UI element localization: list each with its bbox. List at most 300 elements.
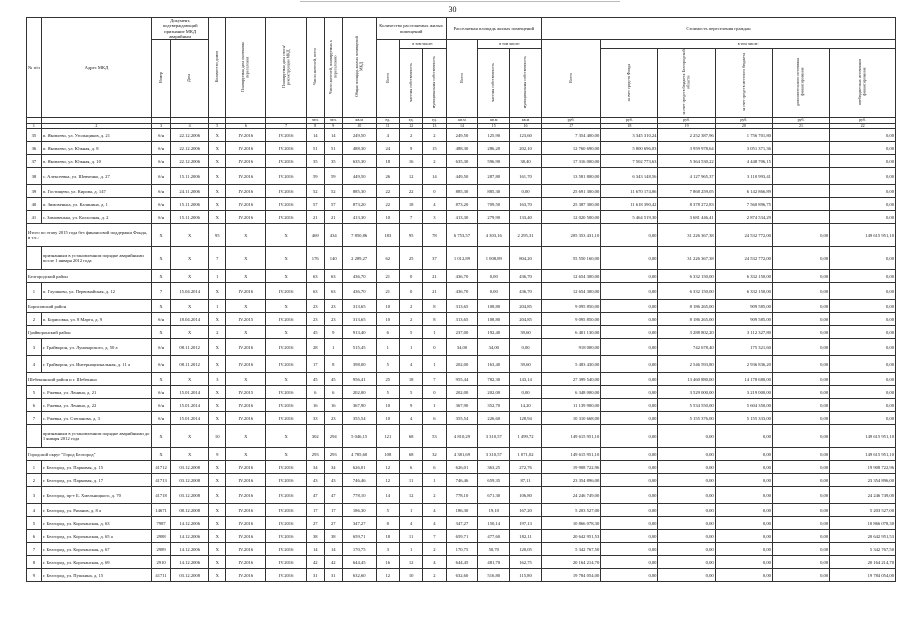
table-cell: 436,70 — [342, 270, 376, 283]
table-cell: 52 — [306, 185, 324, 198]
table-section-row — [27, 326, 896, 339]
table-section-row — [27, 270, 896, 283]
table-cell: 35 — [324, 155, 342, 168]
table-cell: 11 — [399, 474, 422, 487]
table-cell: IV.2016 — [226, 569, 266, 582]
table-cell: 469 — [306, 224, 324, 247]
table-cell: Х — [209, 504, 226, 517]
table-cell: 0,00 — [772, 474, 829, 487]
table-cell: 170,75 — [342, 543, 376, 556]
table-row — [27, 517, 896, 530]
table-cell: 1 — [209, 300, 226, 313]
table-cell: Х — [209, 543, 226, 556]
table-cell: 33 — [306, 412, 324, 425]
table-cell: 204,85 — [510, 300, 542, 313]
table-cell: 57 — [306, 198, 324, 211]
table-cell: 7 — [27, 412, 42, 425]
table-cell: Х — [209, 569, 226, 582]
table-cell: 7 — [152, 283, 171, 300]
table-cell: 3 — [423, 211, 446, 224]
table-cell: 3 112 327,80 — [715, 326, 772, 339]
table-row — [27, 569, 896, 582]
col-rooms-private: частная собственность — [399, 49, 422, 118]
table-cell: Х — [226, 448, 266, 461]
col-num: № п/п — [27, 18, 42, 118]
table-cell: 22.12.2006 — [171, 142, 209, 155]
col-planned-demolition: Планируемая дата сноса/ реконструкции МКД — [266, 18, 306, 118]
table-cell: б/н — [152, 386, 171, 399]
table-cell: Х — [266, 224, 306, 247]
table-cell: 11 139 900,00 — [541, 399, 600, 412]
row-label: с. Ржевка, ул. Ленина, д. 22 — [41, 399, 151, 412]
table-cell: 0,00 — [772, 504, 829, 517]
table-row — [27, 129, 896, 142]
table-cell: IV.2016 — [266, 474, 306, 487]
table-cell: 47 — [324, 487, 342, 504]
table-cell: IV.2015 — [226, 313, 266, 326]
table-cell: 9 — [399, 399, 422, 412]
units-row-cell: руб. — [541, 118, 600, 124]
units-row-cell: руб. — [601, 118, 658, 124]
table-cell: 1 — [27, 461, 42, 474]
table-cell: 143,14 — [510, 373, 542, 386]
table-cell: Х — [226, 425, 266, 448]
table-cell: 363,25 — [478, 461, 510, 474]
table-cell: 149 615 951,10 — [830, 224, 896, 247]
table-cell: 5 364 530,22 — [658, 155, 715, 168]
table-cell: 5 203 527,00 — [541, 504, 600, 517]
table-cell: Х — [209, 556, 226, 569]
table-cell: Х — [152, 326, 171, 339]
table-cell: 5 534 550,00 — [658, 399, 715, 412]
table-cell: IV.2016 — [226, 517, 266, 530]
table-cell: IV.2016 — [266, 356, 306, 373]
table-cell: 0,00 — [715, 517, 772, 530]
table-cell: б/н — [152, 155, 171, 168]
row-label: г. Белгород, ул. Корочанская, д. 65 а — [41, 530, 151, 543]
table-row — [27, 247, 896, 270]
table-cell: 03.12.2008 — [171, 474, 209, 487]
table-cell: 14 — [376, 487, 399, 504]
table-cell: 35 — [27, 129, 42, 142]
column-index-row-cell: 11 — [376, 123, 399, 129]
table-cell: Х — [209, 129, 226, 142]
table-cell: б/н — [152, 399, 171, 412]
column-index-row-cell: 6 — [226, 123, 266, 129]
table-cell: 7 — [423, 373, 446, 386]
table-cell: 125,90 — [478, 129, 510, 142]
table-cell: 0,00 — [601, 530, 658, 543]
table-cell: 955,44 — [446, 373, 478, 386]
table-cell: 149 615 951,10 — [541, 448, 600, 461]
table-cell: 2 — [423, 543, 446, 556]
column-index-row-cell: 9 — [324, 123, 342, 129]
table-cell: Х — [266, 300, 306, 313]
table-cell: 0,00 — [772, 530, 829, 543]
column-index-row-cell: 8 — [306, 123, 324, 129]
row-label: г. Белгород, ул. Парковая, д. 17 — [41, 474, 151, 487]
table-cell: 488,30 — [342, 142, 376, 155]
col-cost-total: Всего — [541, 40, 600, 118]
table-cell: 4 — [423, 556, 446, 569]
table-cell: IV.2016 — [226, 211, 266, 224]
table-cell: 202,00 — [446, 356, 478, 373]
row-label: с. Алексеевка, ул. Шевченко, д. 27 — [41, 168, 151, 185]
table-cell: Х — [209, 142, 226, 155]
units-row-cell: ед. — [423, 118, 446, 124]
table-cell: Х — [171, 247, 209, 270]
table-cell: 6 — [376, 326, 399, 339]
row-label: г. Белгород, ул. Корочанская, д. 69 — [41, 556, 151, 569]
column-index-row-cell: 3 — [152, 123, 171, 129]
table-row — [27, 474, 896, 487]
table-cell: IV.2016 — [266, 198, 306, 211]
table-section-row — [27, 373, 896, 386]
table-cell: 0,00 — [715, 530, 772, 543]
col-houses-count: Количество домов — [209, 18, 226, 118]
table-cell: 9 — [209, 448, 226, 461]
units-row-cell: руб. — [830, 118, 896, 124]
table-cell: 2910 — [152, 556, 171, 569]
table-cell: Х — [226, 373, 266, 386]
table-cell: 313,65 — [342, 313, 376, 326]
table-cell: 0,00 — [658, 461, 715, 474]
table-cell: 68 — [399, 425, 422, 448]
table-cell: 4 — [27, 356, 42, 373]
table-cell: 87,11 — [510, 474, 542, 487]
table-cell: 4 — [27, 504, 42, 517]
table-cell: 140 — [324, 247, 342, 270]
table-cell: 0,00 — [772, 386, 829, 399]
table-cell: 53 — [423, 425, 446, 448]
row-label: п. Борисовка, ул. 8 Марта, д. 9 — [41, 313, 151, 326]
row-label: с. Ржевка, ул. Степанова, д. 3 — [41, 412, 151, 425]
table-cell: 17 — [306, 356, 324, 373]
table-cell: 0,00 — [772, 300, 829, 313]
col-residents: Число жителей, всего — [306, 18, 324, 118]
table-cell: IV.2016 — [226, 556, 266, 569]
table-cell: 59 — [324, 168, 342, 185]
table-cell: 0,00 — [772, 373, 829, 386]
table-cell: 0,00 — [658, 517, 715, 530]
table-cell: 10 — [399, 569, 422, 582]
table-cell: 34 — [324, 461, 342, 474]
table-cell: 0,00 — [715, 504, 772, 517]
table-cell: 0,00 — [830, 356, 896, 373]
table-cell: IV.2016 — [266, 399, 306, 412]
table-row — [27, 313, 896, 326]
table-cell: 3 — [376, 543, 399, 556]
table-cell: 176 — [306, 247, 324, 270]
table-cell: 5 — [399, 326, 422, 339]
table-cell: Х — [266, 448, 306, 461]
table-cell: 0,00 — [772, 412, 829, 425]
table-cell: 0,00 — [601, 224, 658, 247]
table-cell: 163,40 — [478, 356, 510, 373]
column-index-row-cell: 13 — [423, 123, 446, 129]
table-cell: 39 — [27, 185, 42, 198]
table-cell: 21 — [324, 211, 342, 224]
table-cell: 2 — [423, 487, 446, 504]
table-cell: 659,71 — [342, 530, 376, 543]
table-cell: 205 353 431,10 — [541, 224, 600, 247]
table-cell: 0,00 — [830, 386, 896, 399]
table-cell: 43 — [324, 474, 342, 487]
table-cell: 3 310,57 — [478, 448, 510, 461]
table-cell: 20 642 951,53 — [830, 530, 896, 543]
table-cell: 2 — [209, 326, 226, 339]
table-cell: 272,76 — [510, 461, 542, 474]
table-cell: IV.2016 — [266, 487, 306, 504]
table-cell: 186,30 — [342, 504, 376, 517]
column-index-row-cell: 4 — [171, 123, 209, 129]
table-cell: IV.2016 — [226, 198, 266, 211]
table-cell: 16 — [376, 556, 399, 569]
table-cell: 0,00 — [830, 373, 896, 386]
table-cell: 0,00 — [715, 543, 772, 556]
table-cell: 3 219 000,00 — [715, 386, 772, 399]
table-cell: 12 — [376, 474, 399, 487]
row-label: г. Белгород, ул. Рязанов, д. 8 а — [41, 504, 151, 517]
table-cell: 596,90 — [478, 155, 510, 168]
table-cell: 37 — [423, 247, 446, 270]
row-label: признанным в установленном порядке аварийными до 1 января 2012 года — [41, 425, 151, 448]
units-row-cell: руб. — [658, 118, 715, 124]
table-cell: 8 — [27, 556, 42, 569]
table-cell: 0,00 — [601, 373, 658, 386]
table-cell: 0,00 — [601, 356, 658, 373]
table-cell: 23 — [324, 412, 342, 425]
table-cell: 6 — [324, 386, 342, 399]
table-cell: 5 155 376,00 — [658, 412, 715, 425]
table-cell: 4 — [376, 129, 399, 142]
table-cell: Х — [152, 373, 171, 386]
table-cell: 12 654 300,00 — [541, 270, 600, 283]
table-cell: 0,00 — [830, 211, 896, 224]
table-cell: Х — [266, 247, 306, 270]
table-cell: 0,00 — [510, 386, 542, 399]
table-cell: 436,70 — [446, 270, 478, 283]
column-index-row-cell: 10 — [342, 123, 376, 129]
table-cell: 17 — [324, 504, 342, 517]
table-cell: 5 — [27, 517, 42, 530]
table-cell: 34,00 — [446, 339, 478, 356]
row-label: г. Белгород, ул. Пушкина, д. 15 — [41, 569, 151, 582]
column-index-row-cell: 17 — [541, 123, 600, 129]
table-cell: 15.11.2006 — [171, 198, 209, 211]
table-cell: 10 — [376, 211, 399, 224]
table-cell: 6 332 150,00 — [658, 283, 715, 300]
table-cell: 19,10 — [478, 504, 510, 517]
row-label: п. Глушково, ул. Первомайская, д. 12 — [41, 283, 151, 300]
col-cost-regional: за счет средств бюджета Белгородской области — [658, 49, 715, 118]
table-cell: 41 — [27, 211, 42, 224]
table-cell: 12 020 500,00 — [541, 211, 600, 224]
table-cell: 286,20 — [478, 142, 510, 155]
table-cell: 32 — [423, 448, 446, 461]
table-cell: 804,20 — [510, 247, 542, 270]
table-cell: Х — [266, 425, 306, 448]
table-cell: 909 585,00 — [715, 300, 772, 313]
table-cell: 51 — [324, 142, 342, 155]
table-cell: 2 546 593,80 — [658, 356, 715, 373]
table-cell: б/н — [152, 356, 171, 373]
table-cell: Х — [266, 326, 306, 339]
table-cell: 1 — [423, 356, 446, 373]
table-cell: 9 — [324, 326, 342, 339]
table-cell: 0,00 — [772, 448, 829, 461]
table-cell: 0,00 — [772, 313, 829, 326]
table-cell: 21 — [306, 211, 324, 224]
table-cell: Х — [209, 211, 226, 224]
table-cell: 0,00 — [601, 313, 658, 326]
col-rooms-incl: в том числе: — [399, 40, 446, 49]
table-row — [27, 155, 896, 168]
table-cell: 0,00 — [715, 569, 772, 582]
table-cell: 918 000,00 — [541, 339, 600, 356]
table-section-row — [27, 224, 896, 247]
table-cell: 5 — [376, 356, 399, 373]
table-cell: 14.12.2006 — [171, 517, 209, 530]
table-cell: IV.2016 — [226, 399, 266, 412]
table-cell: 873,20 — [342, 198, 376, 211]
table-cell: 0 — [399, 283, 422, 300]
row-label: г. Белгород, ул. Корочанская, д. 63 — [41, 517, 151, 530]
table-cell: 0,00 — [601, 556, 658, 569]
table-row — [27, 487, 896, 504]
table-cell: 0,00 — [715, 487, 772, 504]
table-cell: 0,00 — [601, 247, 658, 270]
table-cell: 237,00 — [446, 326, 478, 339]
table-cell: 5 342 767,50 — [541, 543, 600, 556]
table-cell: 956,41 — [342, 373, 376, 386]
table-cell: 10 866 078,30 — [541, 517, 600, 530]
table-cell: IV.2016 — [226, 339, 266, 356]
table-cell: 778,10 — [342, 487, 376, 504]
table-cell: 31 226 367,38 — [658, 247, 715, 270]
table-cell: Х — [209, 530, 226, 543]
table-cell: 0,00 — [715, 425, 772, 448]
table-cell: 0,00 — [601, 569, 658, 582]
table-cell: 347,27 — [446, 517, 478, 530]
table-cell: 167,20 — [510, 504, 542, 517]
table-cell: 2 295,31 — [510, 224, 542, 247]
table-cell: б/н — [152, 168, 171, 185]
table-cell: 0,00 — [830, 185, 896, 198]
table-cell: 413,30 — [446, 211, 478, 224]
table-cell: 1 — [324, 339, 342, 356]
table-cell: 0,00 — [830, 142, 896, 155]
table-cell: 24 — [376, 142, 399, 155]
table-cell: 162,75 — [510, 556, 542, 569]
table-row — [27, 198, 896, 211]
table-cell: Х — [209, 198, 226, 211]
table-cell — [772, 185, 829, 198]
table-cell: 10 310 668,00 — [541, 412, 600, 425]
table-cell: 45 — [324, 373, 342, 386]
table-cell: 55 550 160,00 — [541, 247, 600, 270]
table-cell: Х — [152, 224, 171, 247]
table-cell: 14 — [306, 543, 324, 556]
table-cell: IV.2016 — [266, 504, 306, 517]
table-cell: 0,00 — [601, 517, 658, 530]
table-cell: IV.2016 — [226, 283, 266, 300]
table-cell: 367,90 — [342, 399, 376, 412]
table-cell: IV.2016 — [226, 356, 266, 373]
group-cost: Стоимость переселения граждан — [541, 18, 895, 40]
table-cell — [772, 142, 829, 155]
row-label: п. Яковлево, ул. Южная, д. 8 — [41, 142, 151, 155]
table-cell: 0 — [423, 185, 446, 198]
table-cell: Х — [266, 270, 306, 283]
table-cell: 23 — [306, 300, 324, 313]
table-cell: 11 670 174,06 — [601, 185, 658, 198]
table-cell: 12 — [399, 487, 422, 504]
table-cell: Х — [171, 448, 209, 461]
table-cell: 355,54 — [342, 412, 376, 425]
col-address: Адрес МКД — [41, 18, 151, 118]
table-cell: 4 785,60 — [342, 448, 376, 461]
table-cell: 5 046,15 — [342, 425, 376, 448]
row-label: г. Белгород, ул. Корочанская, д. 67 — [41, 543, 151, 556]
table-cell: 4 127 965,37 — [658, 168, 715, 185]
table-cell: 0,00 — [601, 399, 658, 412]
table-cell: Х — [209, 168, 226, 185]
table-cell: 2988 — [152, 530, 171, 543]
table-cell: 39,60 — [510, 326, 542, 339]
table-cell: 0,00 — [772, 247, 829, 270]
table-cell: 1 — [27, 283, 42, 300]
table-cell: 23 354 896,00 — [541, 474, 600, 487]
table-cell: 6 343 148,56 — [601, 168, 658, 185]
table-cell: 115,80 — [510, 569, 542, 582]
table-cell: 5 — [376, 504, 399, 517]
table-cell — [772, 198, 829, 211]
row-label: п. Зимовенька, ул. Калинина, д. 1 — [41, 198, 151, 211]
table-cell: 7987 — [152, 517, 171, 530]
table-cell: 21 — [376, 283, 399, 300]
table-cell: IV.2016 — [266, 461, 306, 474]
table-cell: 62 — [376, 247, 399, 270]
table-cell — [772, 211, 829, 224]
table-cell: 0 — [423, 339, 446, 356]
table-cell: 12 — [376, 569, 399, 582]
table-cell: 20 164 214,70 — [541, 556, 600, 569]
table-cell: 161,70 — [510, 168, 542, 185]
col-doc-date: Дата — [171, 40, 209, 118]
table-cell: 355,54 — [446, 412, 478, 425]
table-cell: 746,46 — [342, 474, 376, 487]
column-index-row-cell: 18 — [601, 123, 658, 129]
table-section-row — [27, 448, 896, 461]
col-area-total: Всего — [446, 40, 478, 118]
table-cell: 742 678,40 — [658, 339, 715, 356]
table-cell: 5 203 527,00 — [830, 504, 896, 517]
table-cell: 477,60 — [478, 530, 510, 543]
table-cell: 0,00 — [772, 556, 829, 569]
table-cell: 31 — [324, 569, 342, 582]
table-cell: 37 — [27, 155, 42, 168]
table-cell: б/н — [152, 211, 171, 224]
table-cell: 2 — [27, 313, 42, 326]
col-cost-local: за счет средств местного бюджета — [715, 49, 772, 118]
table-cell: б/н — [152, 198, 171, 211]
table-cell: 709,50 — [478, 198, 510, 211]
table-cell: 149 615 951,10 — [541, 425, 600, 448]
table-cell: 5 155 333,00 — [715, 412, 772, 425]
table-cell: 0,00 — [772, 356, 829, 373]
table-cell: 03.12.2008 — [171, 487, 209, 504]
